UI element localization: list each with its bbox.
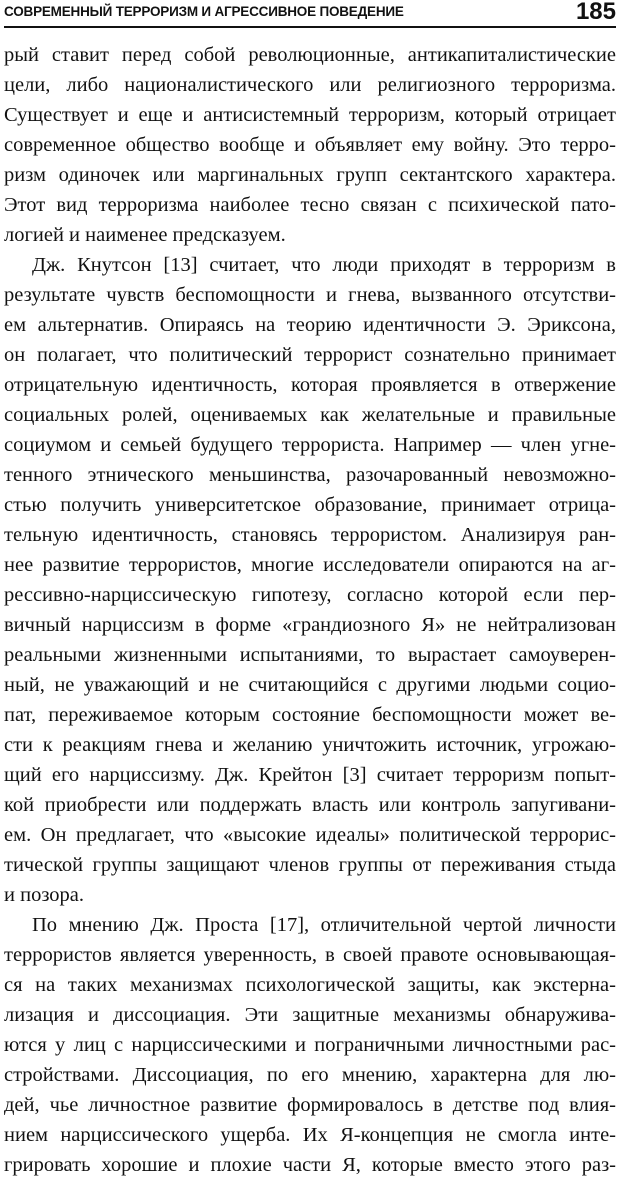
text-line: вичный нарциссизм в форме «грандиозного Я» не нейтрализован — [4, 614, 616, 636]
text-line: ются у лиц с нарциссическими и пограничными личностными рас- — [4, 1034, 616, 1056]
text-line: сти к реакциям гнева и желанию уничтожить источник, угрожаю- — [4, 734, 616, 756]
text-line: стью получить университетское образование, принимает отрица- — [4, 494, 616, 516]
running-header — [4, 0, 616, 28]
text-line: ный, не уважающий и не считающийся с другими людьми социо- — [4, 674, 616, 696]
text-line: и позора. — [4, 884, 85, 906]
text-line: цели, либо националистического или религиозного терроризма. — [4, 74, 616, 96]
text-line: он полагает, что политический террорист сознательно принимает — [4, 344, 616, 366]
text-line: рый ставит перед собой революционные, антикапиталистические — [4, 44, 616, 66]
text-line: дей, чье личностное развитие формировалось в детстве под влия- — [4, 1094, 616, 1116]
text-line: стройствами. Диссоциация, по его мнению, характерна для лю- — [4, 1064, 616, 1086]
text-line: Этот вид терроризма наиболее тесно связан с психической пато- — [4, 194, 616, 216]
page-number: 185 — [575, 0, 616, 25]
text-line: щий его нарциссизму. Дж. Крейтон [3] считает терроризм попыт- — [4, 764, 616, 786]
text-line: кой приобрести или поддержать власть или контроль запугивани- — [4, 794, 616, 816]
text-line: ризм одиночек или маргинальных групп сектантского характера. — [4, 164, 616, 186]
text-line: современное общество вообще и объявляет ему войну. Это терро- — [4, 134, 616, 156]
text-line: пат, переживаемое которым состояние беспомощности может ве- — [4, 704, 616, 726]
text-line: Существует и еще и антисистемный терроризм, который отрицает — [4, 104, 616, 126]
text-line: социальных ролей, оцениваемых как желательные и правильные — [4, 404, 616, 426]
text-line: реальными жизненными испытаниями, то вырастает самоуверен- — [4, 644, 616, 666]
text-line: грировать хорошие и плохие части Я, которые вместо этого раз- — [4, 1154, 616, 1176]
text-line: террористов является уверенность, в своей правоте основывающая- — [4, 944, 616, 966]
text-line: логией и наименее предсказуем. — [4, 224, 286, 246]
text-line: тенного этнического меньшинства, разочарованный невозможно- — [4, 464, 616, 486]
text-line: лизация и диссоциация. Эти защитные механизмы обнаружива- — [4, 1004, 616, 1026]
text-line: нием нарциссического ущерба. Их Я-концепция не смогла инте- — [4, 1124, 616, 1146]
text-line: социумом и семьей будущего террориста. Например — член угне- — [4, 434, 616, 456]
body-text — [4, 40, 616, 1180]
text-line: ем альтернатив. Опираясь на теорию идентичности Э. Эриксона, — [4, 314, 616, 336]
text-line: результате чувств беспомощности и гнева, вызванного отсутстви- — [4, 284, 616, 306]
text-line: нее развитие террористов, многие исследователи опираются на аг- — [4, 554, 616, 576]
text-line: тельную идентичность, становясь террористом. Анализируя ран- — [4, 524, 616, 546]
text-line: тической группы защищают членов группы от переживания стыда — [4, 854, 616, 876]
text-line: отрицательную идентичность, которая проявляется в отвержение — [4, 374, 616, 396]
text-line: ем. Он предлагает, что «высокие идеалы» политической террорис- — [4, 824, 616, 846]
running-header-title: СОВРЕМЕННЫЙ ТЕРРОРИЗМ И АГРЕССИВНОЕ ПОВЕДЕНИЕ — [4, 4, 404, 19]
paragraph-first-line: По мнению Дж. Проста [17], отличительной чертой личности — [32, 914, 616, 936]
text-line: рессивно-нарциссическую гипотезу, согласно которой если пер- — [4, 584, 616, 606]
text-line: ся на таких механизмах психологической защиты, как экстерна- — [4, 974, 616, 996]
paragraph-first-line: Дж. Кнутсон [13] считает, что люди приходят в терроризм в — [32, 254, 616, 276]
